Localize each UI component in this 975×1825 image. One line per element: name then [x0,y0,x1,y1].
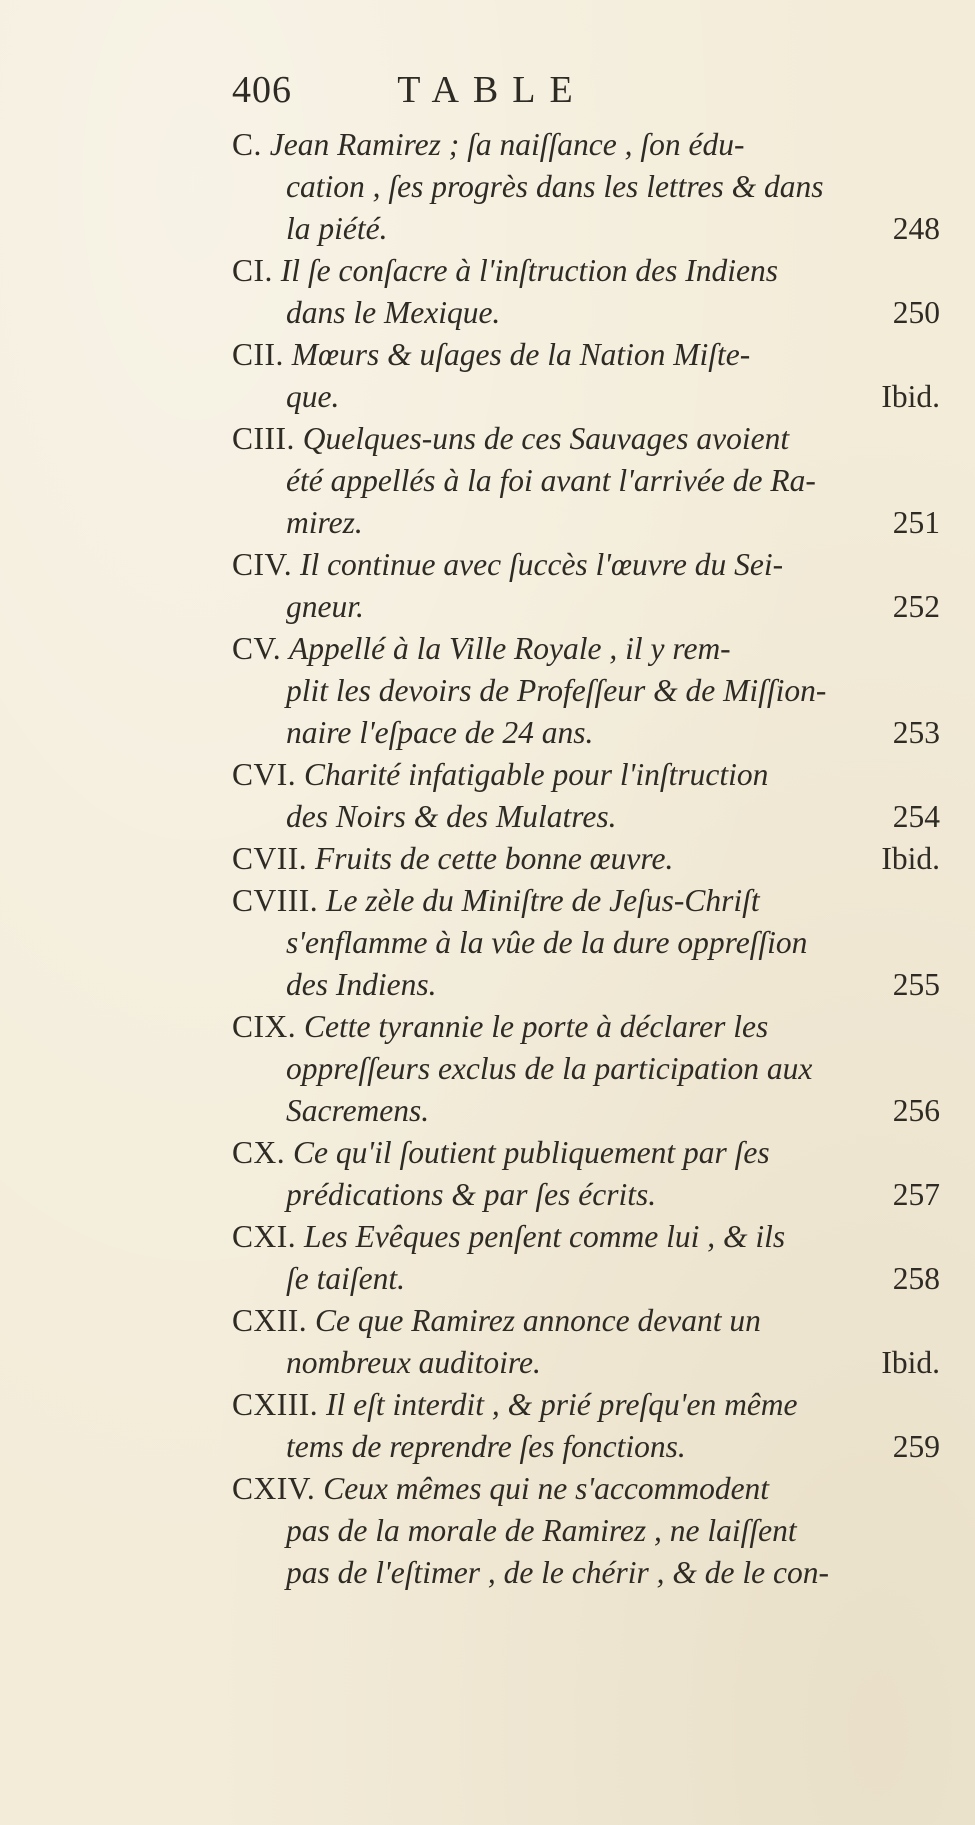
entry-text: nombreux auditoire. [286,1345,541,1380]
entry-text: Mœurs & uſages de la Nation Miſte- [291,337,751,372]
toc-entry-line [232,1258,940,1300]
entry-page-reference: Ibid. [881,1345,940,1380]
toc-entry-line [232,292,940,334]
toc-entry-line [232,754,940,796]
entry-text: dans le Mexique. [286,295,501,330]
entry-number: CXI. [232,1219,297,1254]
toc-entry-line [232,418,940,460]
toc-entry-line [232,1300,940,1342]
entry-page-reference: 259 [892,1429,940,1464]
entry-number: CX. [232,1135,286,1170]
entry-text: la piété. [286,211,388,246]
entry-page-reference: 258 [892,1261,940,1296]
entry-text: Cette tyrannie le porte à déclarer les [304,1009,769,1044]
toc-entry-line [232,670,940,712]
toc-entry-line [232,208,940,250]
table-of-contents [232,124,940,1594]
toc-entry-line [232,334,940,376]
entry-text: tems de reprendre ſes fonctions. [286,1429,686,1464]
toc-entry-line [232,544,940,586]
entry-text: Les Evêques penſent comme lui , & ils [304,1219,786,1254]
toc-entry-line [232,166,940,208]
toc-entry-line [232,1384,940,1426]
page-number: 406 [232,69,292,111]
entry-text: Ce qu'il ſoutient publiquement par ſes [293,1135,770,1170]
toc-entry [232,1132,940,1216]
entry-text: Fruits de cette bonne œuvre. [315,841,674,876]
page-header [232,68,740,118]
entry-text: été appellés à la foi avant l'arrivée de Ra- [286,463,816,498]
entry-page-reference: 252 [892,589,940,624]
entry-text: Jean Ramirez ; ſa naiſſance , ſon édu- [269,127,745,162]
entry-text: Il ſe conſacre à l'inſtruction des Indiens [280,253,778,288]
toc-entry-line [232,124,940,166]
entry-number: C. [232,127,262,162]
entry-page-reference: 251 [892,505,940,540]
entry-text: Appellé à la Ville Royale , il y rem- [288,631,731,666]
toc-entry [232,754,940,838]
entry-page-reference: Ibid. [881,379,940,414]
entry-page-reference: 257 [892,1177,940,1212]
toc-entry-line [232,964,940,1006]
entry-number: CII. [232,337,284,372]
entry-number: CV. [232,631,282,666]
entry-text: Charité infatigable pour l'inſtruction [304,757,769,792]
toc-entry-line [232,838,940,880]
entry-number: CXIV. [232,1471,316,1506]
entry-text: ſe taiſent. [286,1261,405,1296]
toc-entry [232,418,940,544]
entry-number: CVI. [232,757,297,792]
toc-entry-line [232,502,940,544]
toc-entry-line [232,1174,940,1216]
toc-entry-line [232,586,940,628]
entry-text: mirez. [286,505,363,540]
toc-entry-line [232,1342,940,1384]
entry-text: pas de la morale de Ramirez , ne laiſſent [286,1513,797,1548]
toc-entry-line [232,250,940,292]
toc-entry-line [232,1426,940,1468]
entry-text: plit les devoirs de Profeſſeur & de Miſſion- [286,673,827,708]
toc-entry [232,1300,940,1384]
toc-entry [232,1006,940,1132]
toc-entry-line [232,460,940,502]
entry-page-reference: 253 [892,715,940,750]
toc-entry [232,628,940,754]
entry-text: cation , ſes progrès dans les lettres & dans [286,169,824,204]
toc-entry-line [232,922,940,964]
toc-entry [232,124,940,250]
toc-entry [232,250,940,334]
toc-entry [232,838,940,880]
entry-number: CXII. [232,1303,308,1338]
toc-entry-line [232,1510,940,1552]
entry-text: oppreſſeurs exclus de la participation aux [286,1051,813,1086]
entry-text: Le zèle du Miniſtre de Jeſus-Chriſt [325,883,760,918]
toc-entry-line [232,712,940,754]
entry-text: Sacremens. [286,1093,430,1128]
toc-entry [232,1468,940,1594]
entry-page-reference: 255 [892,967,940,1002]
toc-entry-line [232,1216,940,1258]
entry-number: CIII. [232,421,295,456]
entry-text: naire l'eſpace de 24 ans. [286,715,594,750]
entry-text: prédications & par ſes écrits. [286,1177,657,1212]
entry-text: Quelques-uns de ces Sauvages avoient [302,421,790,456]
entry-text: Ce que Ramirez annonce devant un [315,1303,761,1338]
toc-entry [232,1384,940,1468]
entry-text: pas de l'eſtimer , de le chérir , & de le con- [286,1555,829,1590]
entry-number: CIV. [232,547,293,582]
toc-entry-line [232,1006,940,1048]
entry-page-reference: 254 [892,799,940,834]
toc-entry-line [232,1048,940,1090]
toc-entry-line [232,628,940,670]
entry-page-reference: 250 [892,295,940,330]
toc-entry-line [232,880,940,922]
entry-text: Ceux mêmes qui ne s'accommodent [323,1471,770,1506]
entry-text: Il eſt interdit , & prié preſqu'en même [325,1387,798,1422]
entry-page-reference: 248 [892,211,940,246]
toc-entry-line [232,1552,940,1594]
entry-text: gneur. [286,589,364,624]
entry-page-reference: Ibid. [881,841,940,876]
toc-entry-line [232,1090,940,1132]
entry-number: CVII. [232,841,308,876]
toc-entry-line [232,796,940,838]
toc-entry-line [232,376,940,418]
running-title: TABLE [397,69,587,111]
entry-number: CXIII. [232,1387,319,1422]
toc-entry-line [232,1132,940,1174]
entry-text: Il continue avec ſuccès l'œuvre du Sei- [299,547,784,582]
entry-text: des Indiens. [286,967,437,1002]
toc-entry [232,544,940,628]
toc-entry [232,880,940,1006]
entry-text: s'enflamme à la vûe de la dure oppreſſion [286,925,808,960]
entry-number: CIX. [232,1009,297,1044]
entry-text: des Noirs & des Mulatres. [286,799,617,834]
entry-number: CVIII. [232,883,319,918]
entry-page-reference: 256 [892,1093,940,1128]
entry-number: CI. [232,253,273,288]
toc-entry-line [232,1468,940,1510]
toc-entry [232,1216,940,1300]
toc-entry [232,334,940,418]
entry-text: que. [286,379,340,414]
